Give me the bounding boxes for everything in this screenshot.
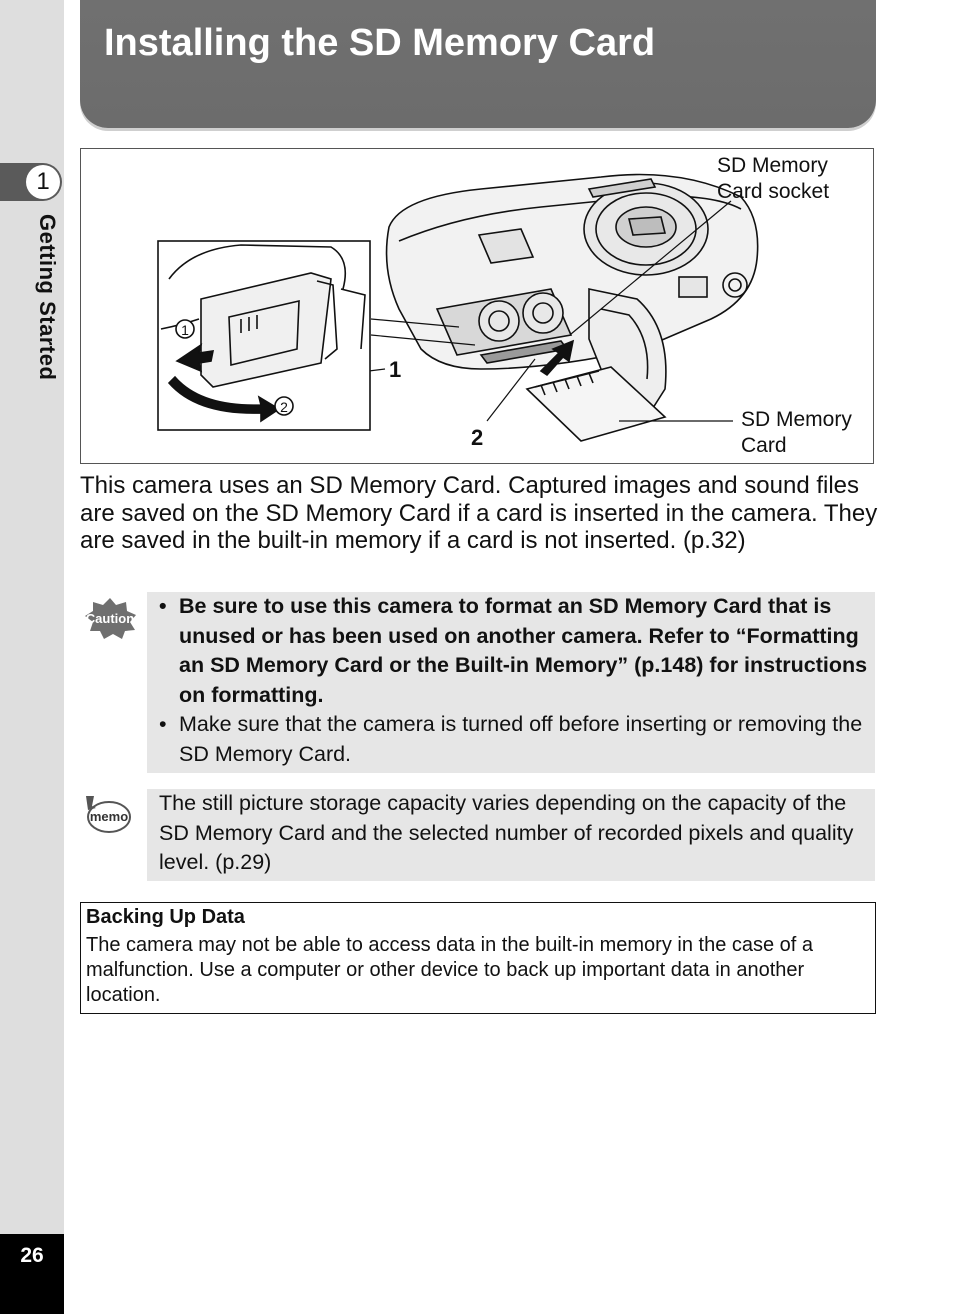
backup-note-box (80, 902, 876, 1014)
callout-card-socket-line2: Card socket (717, 180, 830, 203)
callout-sd-card (741, 407, 852, 459)
memo-icon-label: memo (89, 809, 129, 824)
page-header (80, 0, 876, 128)
backup-title: Backing Up Data (86, 906, 245, 928)
caution-icon (82, 596, 138, 640)
caution-icon-label: Caution (85, 611, 135, 626)
bullet: • (159, 712, 167, 736)
page-title: Installing the SD Memory Card (104, 22, 656, 64)
memo-icon (82, 794, 132, 836)
chapter-label: Getting Started (35, 214, 60, 381)
bullet: • (159, 594, 167, 618)
caution-item (159, 592, 871, 710)
caution-list (159, 592, 871, 769)
intro-paragraph: This camera uses an SD Memory Card. Captured images and sound files are saved on the SD Memory Card if a card is inserted in the camera. They are saved in the built-in memory if a card is not inserted. (p.32) (80, 472, 878, 554)
step-two-label: 2 (471, 425, 484, 450)
page-number: 26 (20, 1244, 44, 1267)
callout-sd-card-line1: SD Memory (741, 408, 852, 431)
memo-box (147, 789, 875, 881)
callout-card-socket (717, 153, 829, 205)
memo-text: The still picture storage capacity varies depending on the capacity of the SD Memory Card and the selected number of recorded pixels and quality level. (p.29) (159, 791, 854, 874)
caution-box (147, 592, 875, 773)
inset-step-two: 2 (280, 399, 288, 415)
callout-sd-card-line2: Card (741, 434, 787, 457)
camera-illustration (80, 148, 874, 464)
chapter-number: 1 (26, 165, 60, 199)
battery-cell-right (523, 293, 563, 333)
step-one-label: 1 (389, 357, 402, 382)
battery-cell-left (479, 301, 519, 341)
caution-item-text: Be sure to use this camera to format an SD Memory Card that is unused or has been used on another camera. Refer to “Formatting an SD Memory Card or the Built-in Memory” (p.148) for instructions on formatting. (179, 594, 868, 707)
callout-card-socket-line1: SD Memory (717, 154, 828, 177)
caution-item-text: Make sure that the camera is turned off before inserting or removing the SD Memory Card. (179, 712, 863, 766)
caution-item (159, 710, 871, 769)
backup-text: The camera may not be able to access data in the built-in memory in the case of a malfunction. Use a computer or other device to back up important data in another location. (86, 934, 814, 1006)
inset-step-one: 1 (181, 322, 189, 338)
